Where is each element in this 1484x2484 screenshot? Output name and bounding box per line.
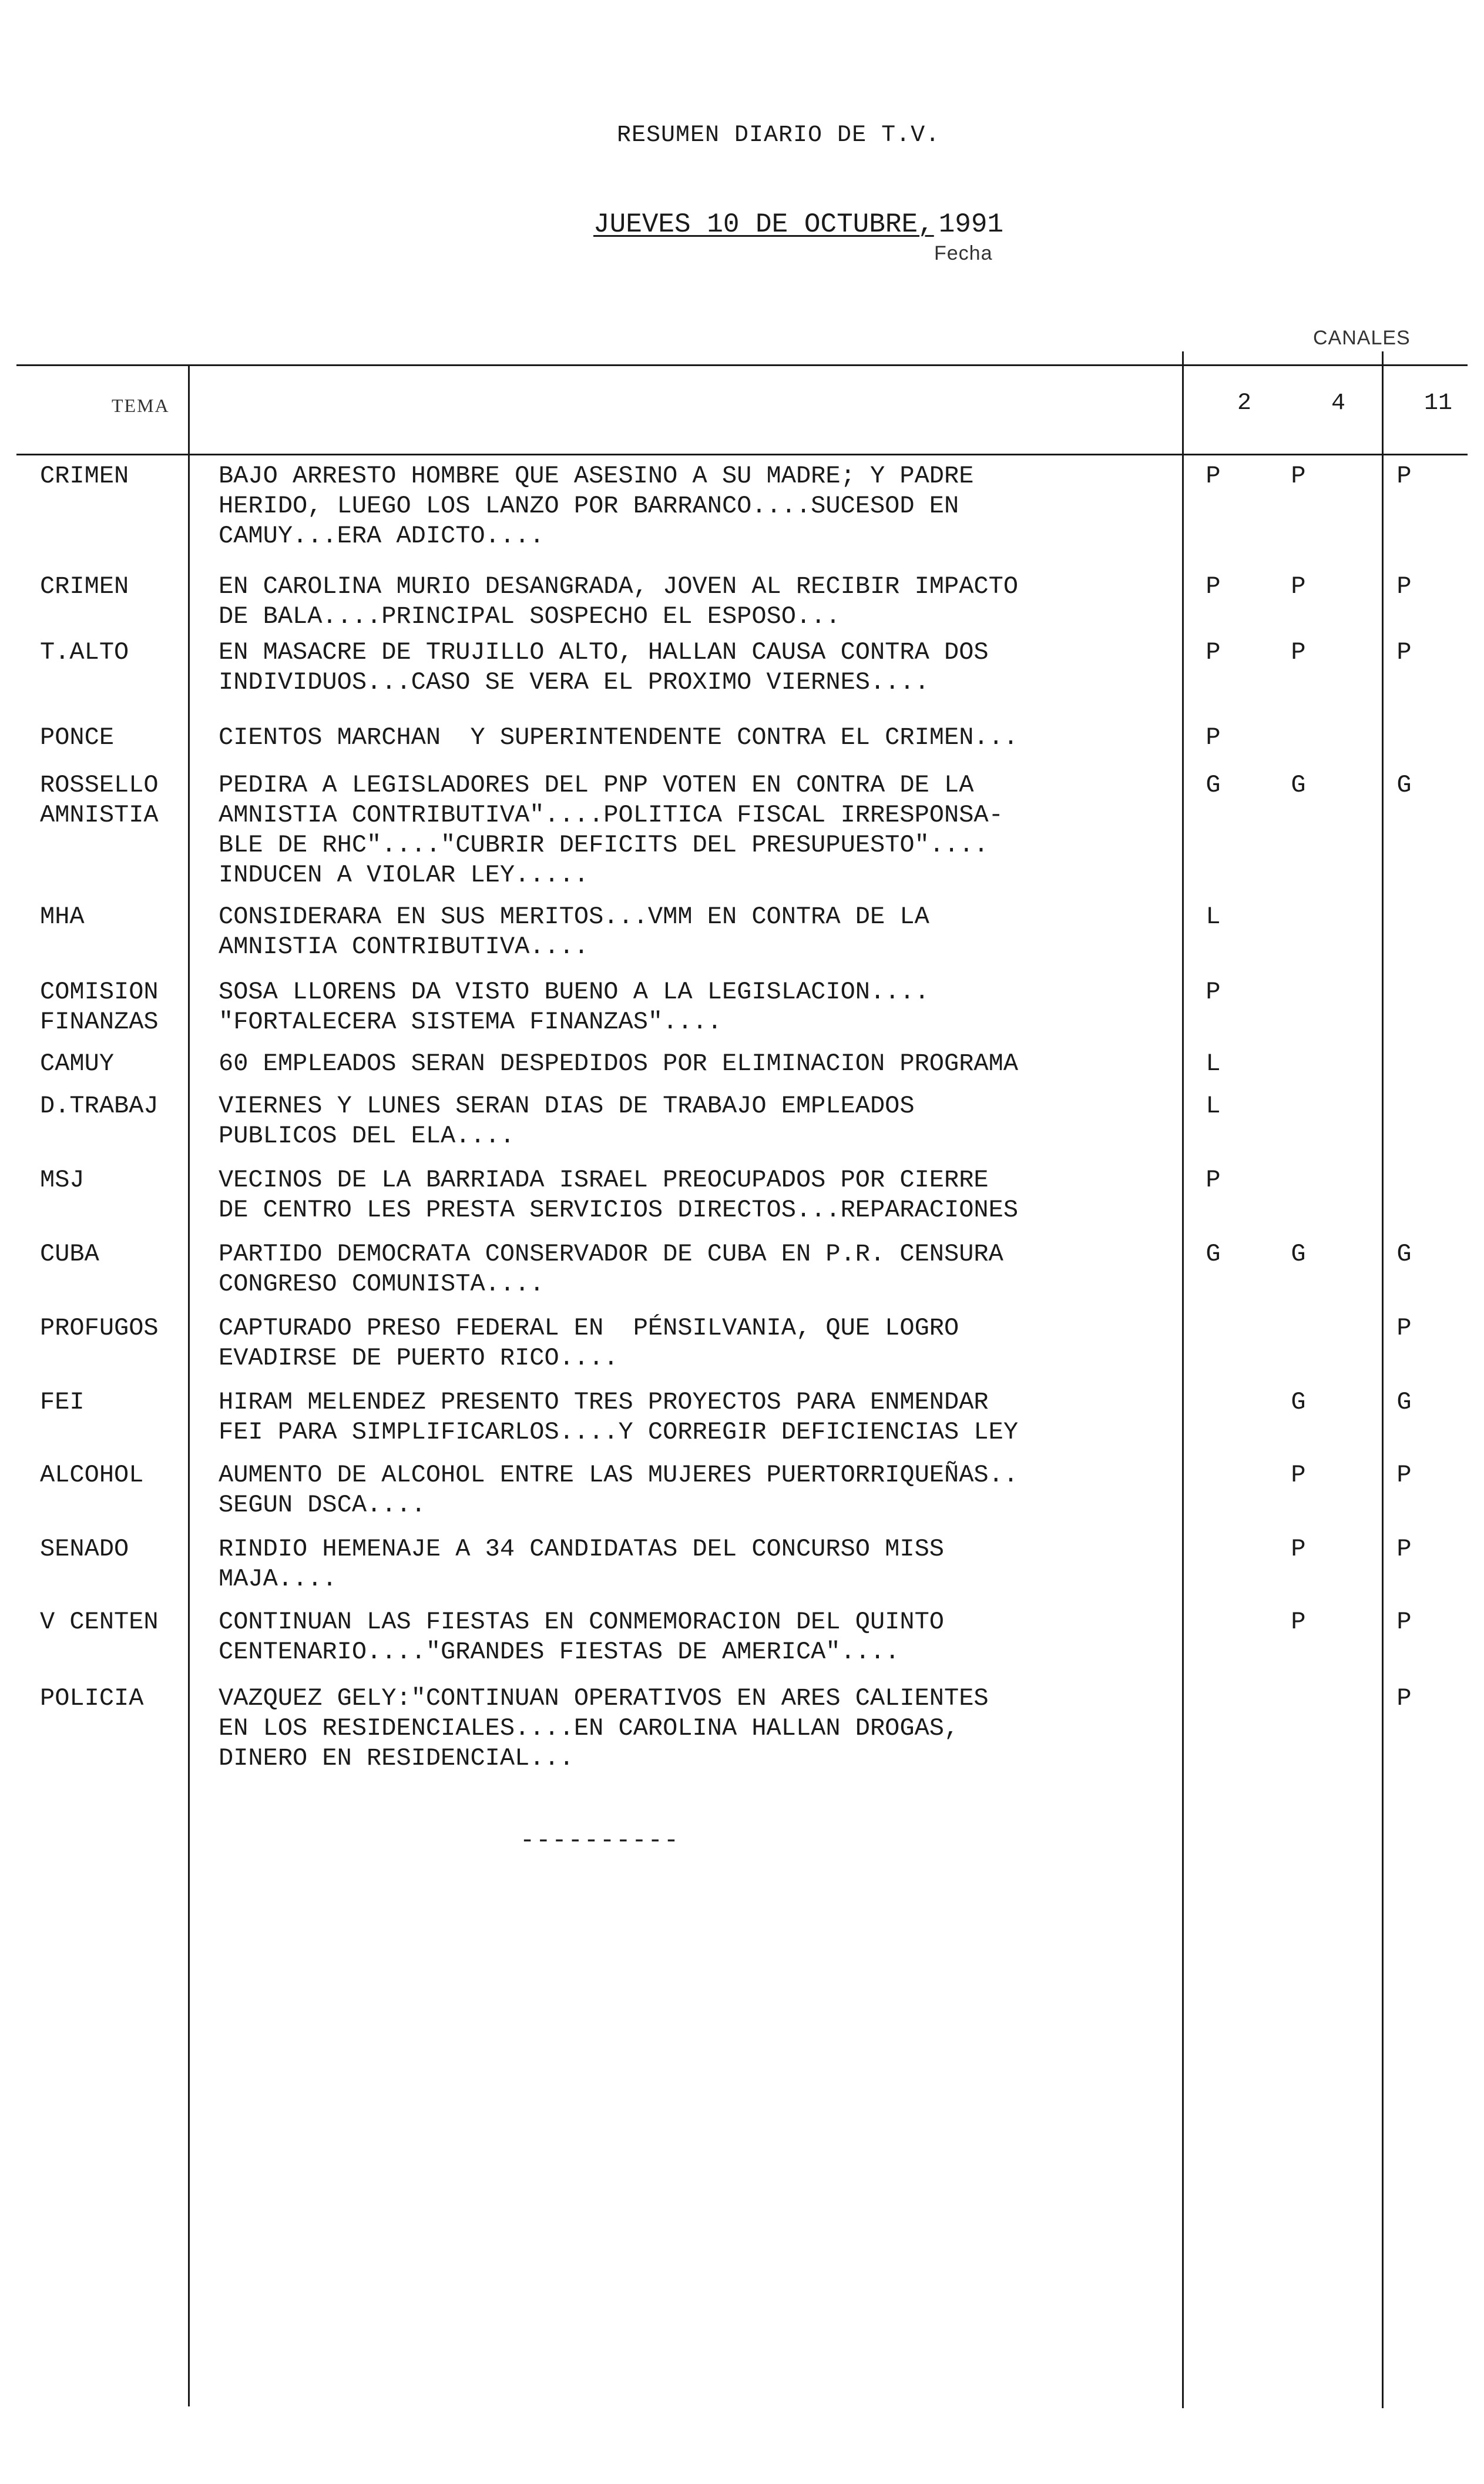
- document-title: RESUMEN DIARIO DE T.V.: [617, 122, 941, 149]
- channel-2-mark: L: [1206, 903, 1221, 931]
- channel-11-mark: P: [1396, 1608, 1412, 1636]
- channel-2-mark: G: [1206, 771, 1221, 799]
- row-summary: CIENTOS MARCHAN Y SUPERINTENDENTE CONTRA EL CRIMEN...: [219, 723, 1019, 752]
- channels-caption: CANALES: [1313, 327, 1411, 349]
- column-header-channel-11: 11: [1423, 390, 1452, 417]
- column-header-channel-4: 4: [1331, 390, 1345, 417]
- row-summary: PARTIDO DEMOCRATA CONSERVADOR DE CUBA EN P.R. CENSURA CONGRESO COMUNISTA....: [219, 1240, 1003, 1298]
- channel-11-mark: G: [1396, 1240, 1412, 1268]
- row-summary: 60 EMPLEADOS SERAN DESPEDIDOS POR ELIMINACION PROGRAMA: [219, 1050, 1019, 1078]
- channel-4-mark: P: [1291, 1535, 1306, 1563]
- channel-4-mark: G: [1291, 1240, 1306, 1268]
- channel-4-mark: P: [1291, 462, 1306, 490]
- report-date-text: JUEVES 10 DE OCTUBRE,: [593, 209, 934, 240]
- channel-11-mark: P: [1396, 1314, 1412, 1342]
- channel-2-mark: L: [1206, 1092, 1221, 1120]
- row-topic: PROFUGOS: [40, 1314, 159, 1342]
- row-summary: VECINOS DE LA BARRIADA ISRAEL PREOCUPADOS POR CIERRE DE CENTRO LES PRESTA SERVICIOS DIRECTOS...REPARACIONES: [219, 1166, 1019, 1224]
- row-topic: ROSSELLO AMNISTIA: [40, 771, 159, 829]
- row-summary: PEDIRA A LEGISLADORES DEL PNP VOTEN EN CONTRA DE LA AMNISTIA CONTRIBUTIVA"....POLITICA FISCAL IRRESPONSA- BLE DE RHC"...."CUBRIR DEFICITS DEL PRESUPUESTO".... INDUCEN A VIOLAR LEY.....: [219, 771, 1003, 889]
- channel-4-mark: G: [1291, 1388, 1306, 1416]
- channel-2-mark: P: [1206, 1166, 1221, 1194]
- channel-4-mark: P: [1291, 1461, 1306, 1489]
- row-summary: CONTINUAN LAS FIESTAS EN CONMEMORACION DEL QUINTO CENTENARIO...."GRANDES FIESTAS DE AMERICA"....: [219, 1608, 945, 1666]
- row-topic: FEI: [40, 1388, 85, 1416]
- row-summary: AUMENTO DE ALCOHOL ENTRE LAS MUJERES PUERTORRIQUEÑAS.. SEGUN DSCA....: [219, 1461, 1019, 1519]
- row-summary: EN CAROLINA MURIO DESANGRADA, JOVEN AL RECIBIR IMPACTO DE BALA....PRINCIPAL SOSPECHO EL ESPOSO...: [219, 572, 1019, 631]
- channel-11-mark: G: [1396, 1388, 1412, 1416]
- channel-2-mark: G: [1206, 1240, 1221, 1268]
- row-summary: EN MASACRE DE TRUJILLO ALTO, HALLAN CAUSA CONTRA DOS INDIVIDUOS...CASO SE VERA EL PROXIMO VIERNES....: [219, 638, 989, 696]
- row-topic: COMISION FINANZAS: [40, 978, 159, 1036]
- row-summary: CAPTURADO PRESO FEDERAL EN PÉNSILVANIA, QUE LOGRO EVADIRSE DE PUERTO RICO....: [219, 1314, 959, 1372]
- channel-2-mark: P: [1206, 638, 1221, 666]
- channel-2-mark: P: [1206, 978, 1221, 1006]
- row-topic: D.TRABAJ: [40, 1092, 159, 1120]
- row-summary: HIRAM MELENDEZ PRESENTO TRES PROYECTOS PARA ENMENDAR FEI PARA SIMPLIFICARLOS....Y CORREGIR DEFICIENCIAS LEY: [219, 1388, 1019, 1446]
- table-header-rule: [16, 454, 1468, 455]
- channel-4-mark: G: [1291, 771, 1306, 799]
- column-header-topic: TEMA: [112, 395, 170, 416]
- channel-2-mark: P: [1206, 572, 1221, 601]
- row-topic: CUBA: [40, 1240, 99, 1268]
- date-caption: Fecha: [934, 242, 993, 264]
- row-topic: POLICIA: [40, 1684, 144, 1712]
- row-topic: T.ALTO: [40, 638, 129, 666]
- row-topic: CRIMEN: [40, 462, 129, 490]
- row-topic: CRIMEN: [40, 572, 129, 601]
- channel-4-mark: P: [1291, 638, 1306, 666]
- channel-2-mark: P: [1206, 462, 1221, 490]
- channel-11-mark: P: [1396, 638, 1412, 666]
- channel-4-mark: P: [1291, 1608, 1306, 1636]
- channel-11-mark: P: [1396, 572, 1412, 601]
- row-summary: SOSA LLORENS DA VISTO BUENO A LA LEGISLACION.... "FORTALECERA SISTEMA FINANZAS"....: [219, 978, 929, 1036]
- row-topic: MSJ: [40, 1166, 85, 1194]
- row-topic: PONCE: [40, 723, 115, 752]
- table-top-rule: [16, 364, 1468, 366]
- channel-2-mark: P: [1206, 723, 1221, 752]
- row-summary: BAJO ARRESTO HOMBRE QUE ASESINO A SU MADRE; Y PADRE HERIDO, LUEGO LOS LANZO POR BARRANCO....SUCESOD EN CAMUY...ERA ADICTO....: [219, 462, 974, 550]
- row-topic: SENADO: [40, 1535, 129, 1563]
- row-topic: CAMUY: [40, 1050, 115, 1078]
- row-summary: VIERNES Y LUNES SERAN DIAS DE TRABAJO EMPLEADOS PUBLICOS DEL ELA....: [219, 1092, 915, 1150]
- channel-11-mark: G: [1396, 771, 1412, 799]
- row-topic: ALCOHOL: [40, 1461, 144, 1489]
- channel-2-mark: L: [1206, 1050, 1221, 1078]
- channel-4-mark: P: [1291, 572, 1306, 601]
- column-header-channel-2: 2: [1237, 390, 1251, 417]
- channel-11-mark: P: [1396, 1684, 1412, 1712]
- channel-11-mark: P: [1396, 462, 1412, 490]
- row-summary: RINDIO HEMENAJE A 34 CANDIDATAS DEL CONCURSO MISS MAJA....: [219, 1535, 945, 1593]
- report-date: [593, 209, 1003, 240]
- channel-11-mark: P: [1396, 1535, 1412, 1563]
- row-summary: VAZQUEZ GELY:"CONTINUAN OPERATIVOS EN ARES CALIENTES EN LOS RESIDENCIALES....EN CAROLINA HALLAN DROGAS, DINERO EN RESIDENCIAL...: [219, 1684, 989, 1772]
- row-topic: V CENTEN: [40, 1608, 159, 1636]
- row-summary: CONSIDERARA EN SUS MERITOS...VMM EN CONTRA DE LA AMNISTIA CONTRIBUTIVA....: [219, 903, 929, 961]
- table-divider-topic: [188, 364, 190, 2406]
- end-of-report-mark: ----------: [520, 1826, 680, 1855]
- report-year: 1991: [938, 209, 1004, 240]
- channel-11-mark: P: [1396, 1461, 1412, 1489]
- row-topic: MHA: [40, 903, 85, 931]
